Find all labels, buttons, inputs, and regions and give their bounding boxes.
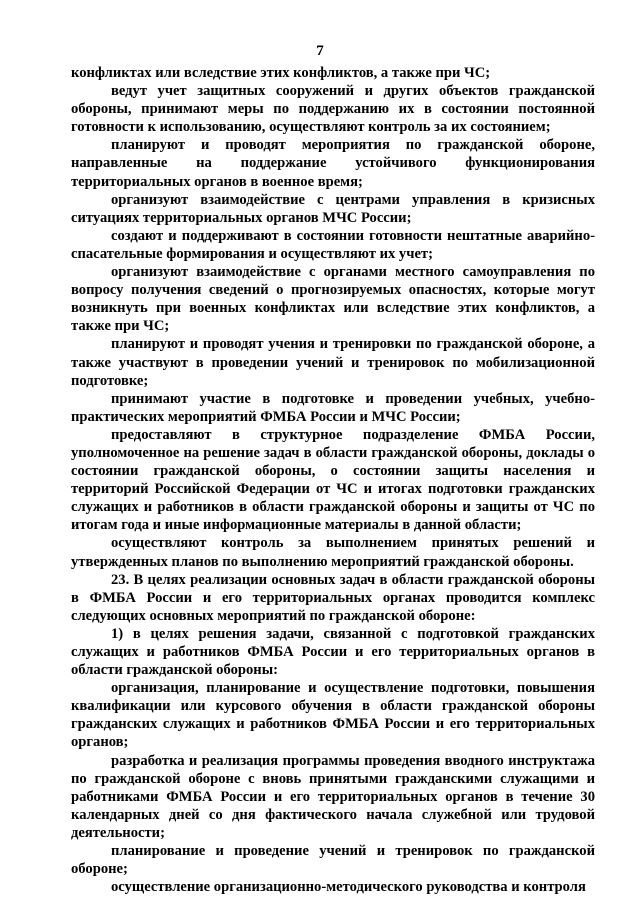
paragraph: конфликтах или вследствие этих конфликтов, а также при ЧС;	[71, 65, 491, 81]
paragraph: предоставляют в структурное подразделение ФМБА России, уполномоченное на решение задач в области гражданской обороны, доклады о состоянии гражданской обороны, о состоянии защиты населения и территорий Российской Федерации от ЧС и итогах подготовки гражданских служащих и работников в области гражданской обороны и защиты от ЧС по итогам года и иные информационные материалы в данной области;	[71, 426, 595, 534]
paragraph: организуют взаимодействие с центрами управления в кризисных ситуациях территориальных органов МЧС России;	[71, 191, 595, 226]
paragraph: планируют и проводят мероприятия по гражданской обороне, направленные на поддержание устойчивого функционирования территориальных органов в военное время;	[71, 137, 595, 190]
paragraph: ведут учет защитных сооружений и других объектов гражданской обороны, принимают меры по поддержанию их в состоянии постоянной готовности к использованию, осуществляют контроль за их состоянием;	[71, 83, 595, 136]
paragraph: организация, планирование и осуществление подготовки, повышения квалификации или курсового обучения в области гражданской обороны гражданских служащих и работников ФМБА России и его территориальных органов;	[71, 680, 595, 751]
page-number: 7	[316, 43, 324, 59]
paragraph: осуществляют контроль за выполнением принятых решений и утвержденных планов по выполнению мероприятий гражданской обороны.	[71, 535, 595, 570]
paragraph: организуют взаимодействие с органами местного самоуправления по вопросу получения сведений о прогнозируемых опасностях, которые могут возникнуть при военных конфликтах или вследствие этих конфликтов, а также при ЧС;	[71, 264, 595, 335]
paragraph: осуществление организационно-методического руководства и контроля	[111, 879, 586, 896]
paragraph: 1) в целях решения задачи, связанной с подготовкой гражданских служащих и работников ФМБА России и его территориальных органов в области гражданской обороны:	[71, 625, 595, 679]
paragraph: планирование и проведение учений и тренировок по гражданской обороне;	[71, 843, 595, 878]
paragraph: 23. В целях реализации основных задач в области гражданской обороны в ФМБА России и его территориальных органах проводится комплекс следующих основных мероприятий по гражданской обороне:	[71, 571, 595, 624]
document-body	[71, 64, 595, 896]
paragraph: создают и поддерживают в состоянии готовности нештатные аварийно-спасательные формирования и осуществляют их учет;	[71, 227, 595, 262]
paragraph: принимают участие в подготовке и проведении учебных, учебно-практических мероприятий ФМБА России и МЧС России;	[71, 390, 595, 425]
paragraph: планируют и проводят учения и тренировки по гражданской обороне, а также участвуют в проведении учений и тренировок по мобилизационной подготовке;	[71, 336, 595, 389]
paragraph: разработка и реализация программы проведения вводного инструктажа по гражданской обороне с вновь принятыми гражданскими служащими и работниками ФМБА России и его территориальных органов в течение 30 календарных дней со дня фактического начала служебной или трудовой деятельности;	[71, 752, 595, 841]
